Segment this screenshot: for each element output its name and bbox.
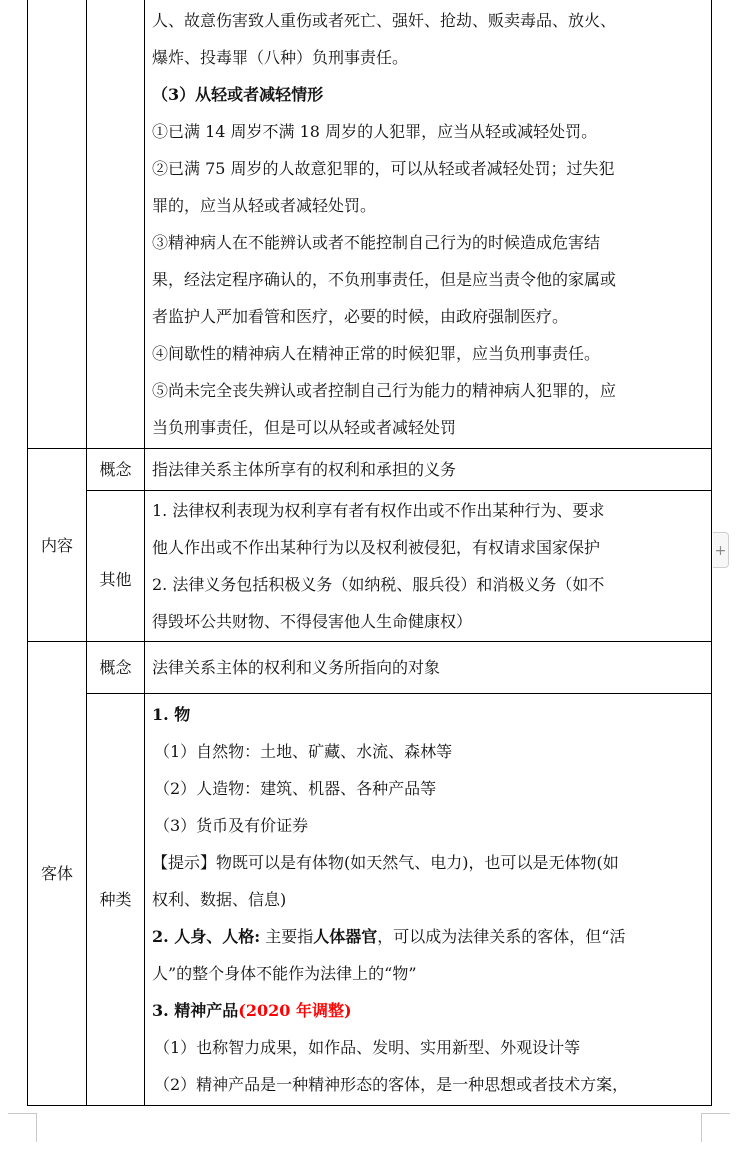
subcategory-label-concept: 概念 <box>87 449 145 491</box>
subcategory-label-concept: 概念 <box>87 642 145 694</box>
heading-personal: 2. 人身、人格: <box>152 927 261 946</box>
text-line: （2）人造物：建筑、机器、各种产品等 <box>154 779 437 798</box>
table-row-continuation <box>28 0 712 449</box>
text-line: ⑤尚未完全丧失辨认或者控制自己行为能力的精神病人犯罪的，应 <box>152 380 617 400</box>
text-line: ①已满 14 周岁不满 18 周岁的人犯罪，应当从轻或减轻处罚。 <box>152 121 598 141</box>
subcategory-label-types <box>87 694 145 1106</box>
page-corner-mark-right <box>701 1113 730 1142</box>
text-line: （1）自然物：土地、矿藏、水流、森林等 <box>154 742 453 761</box>
text-fragment: 主要指 <box>260 927 314 946</box>
table-row-content-concept <box>28 449 712 491</box>
text-line: ④间歇性的精神病人在精神正常的时候犯罪，应当负刑事责任。 <box>152 343 601 363</box>
text-line: 权利、数据、信息) <box>152 890 287 909</box>
text-line: ②已满 75 周岁的人故意犯罪的，可以从轻或者减轻处罚；过失犯 <box>152 158 615 178</box>
adjustment-note: (2020 年调整) <box>238 1001 352 1020</box>
text-line: 人、故意伤害致人重伤或者死亡、强奸、抢劫、贩卖毒品、放火、 <box>152 10 617 30</box>
table-row-object-concept <box>28 642 712 694</box>
criminal-responsibility-cell <box>145 0 712 449</box>
category-label-object: 客体 <box>28 642 87 1106</box>
text-line: 果，经法定程序确认的，不负刑事责任，但是应当责令他的家属或 <box>152 269 617 289</box>
heading-things: 1. 物 <box>152 705 191 724</box>
text-line: 他人作出或不作出某种行为以及权利被侵犯，有权请求国家保护 <box>152 538 601 557</box>
table-row-content-other <box>28 491 712 642</box>
text-line: 爆炸、投毒罪（八种）负刑事责任。 <box>152 47 409 67</box>
text-line: （3）货币及有价证券 <box>154 816 309 835</box>
text-line: 1. 法律权利表现为权利享有者有权作出或不作出某种行为、要求 <box>152 501 605 520</box>
content-other-cell <box>145 491 712 642</box>
tip-label: 【提示】 <box>152 853 217 872</box>
section-heading: （3）从轻或者减轻情形 <box>152 84 324 104</box>
plus-icon: + <box>714 543 727 559</box>
table-row-object-types <box>28 694 712 1106</box>
table-cell-empty <box>87 0 145 449</box>
subcategory-label-other <box>87 491 145 642</box>
tip-text: 物既可以是有体物(如天然气、电力)，也可以是无体物(如 <box>216 853 619 872</box>
text-line: 罪的，应当从轻或者减轻处罚。 <box>152 195 377 215</box>
text-line: （1）也称智力成果，如作品、发明、实用新型、外观设计等 <box>154 1038 581 1057</box>
object-types-cell <box>145 694 712 1106</box>
law-table <box>27 0 712 1106</box>
text-line: 人”的整个身体不能作为法律上的“物” <box>152 964 417 983</box>
personal-line <box>152 918 705 955</box>
tip-line <box>152 844 705 881</box>
category-label-content: 内容 <box>28 449 87 642</box>
object-concept-text: 法律关系主体的权利和义务所指向的对象 <box>145 642 712 694</box>
text-fragment: ，可以成为法律关系的客体，但“活 <box>377 927 626 946</box>
text-line: 者监护人严加看管和医疗，必要的时候，由政府强制医疗。 <box>152 306 569 326</box>
heading-spiritual-products: 3. 精神产品 <box>152 1001 239 1020</box>
text-line: ③精神病人在不能辨认或者不能控制自己行为的时候造成危害结 <box>152 232 601 252</box>
content-concept-text: 指法律关系主体所享有的权利和承担的义务 <box>145 449 712 491</box>
bold-term: 人体器官 <box>313 927 378 946</box>
table-cell-empty <box>28 0 87 449</box>
text-line: （2）精神产品是一种精神形态的客体，是一种思想或者技术方案， <box>154 1075 629 1094</box>
add-row-button[interactable] <box>713 532 729 568</box>
text-line: 2. 法律义务包括积极义务（如纳税、服兵役）和消极义务（如不 <box>152 575 605 594</box>
other-label: 其他 <box>99 569 132 589</box>
text-line: 得毁坏公共财物、不得侵害他人生命健康权） <box>152 612 473 631</box>
text-line: 当负刑事责任，但是可以从轻或者减轻处罚 <box>152 417 457 437</box>
spiritual-heading-line <box>152 992 705 1029</box>
types-label: 种类 <box>99 890 132 909</box>
page-corner-mark-left <box>8 1113 37 1142</box>
